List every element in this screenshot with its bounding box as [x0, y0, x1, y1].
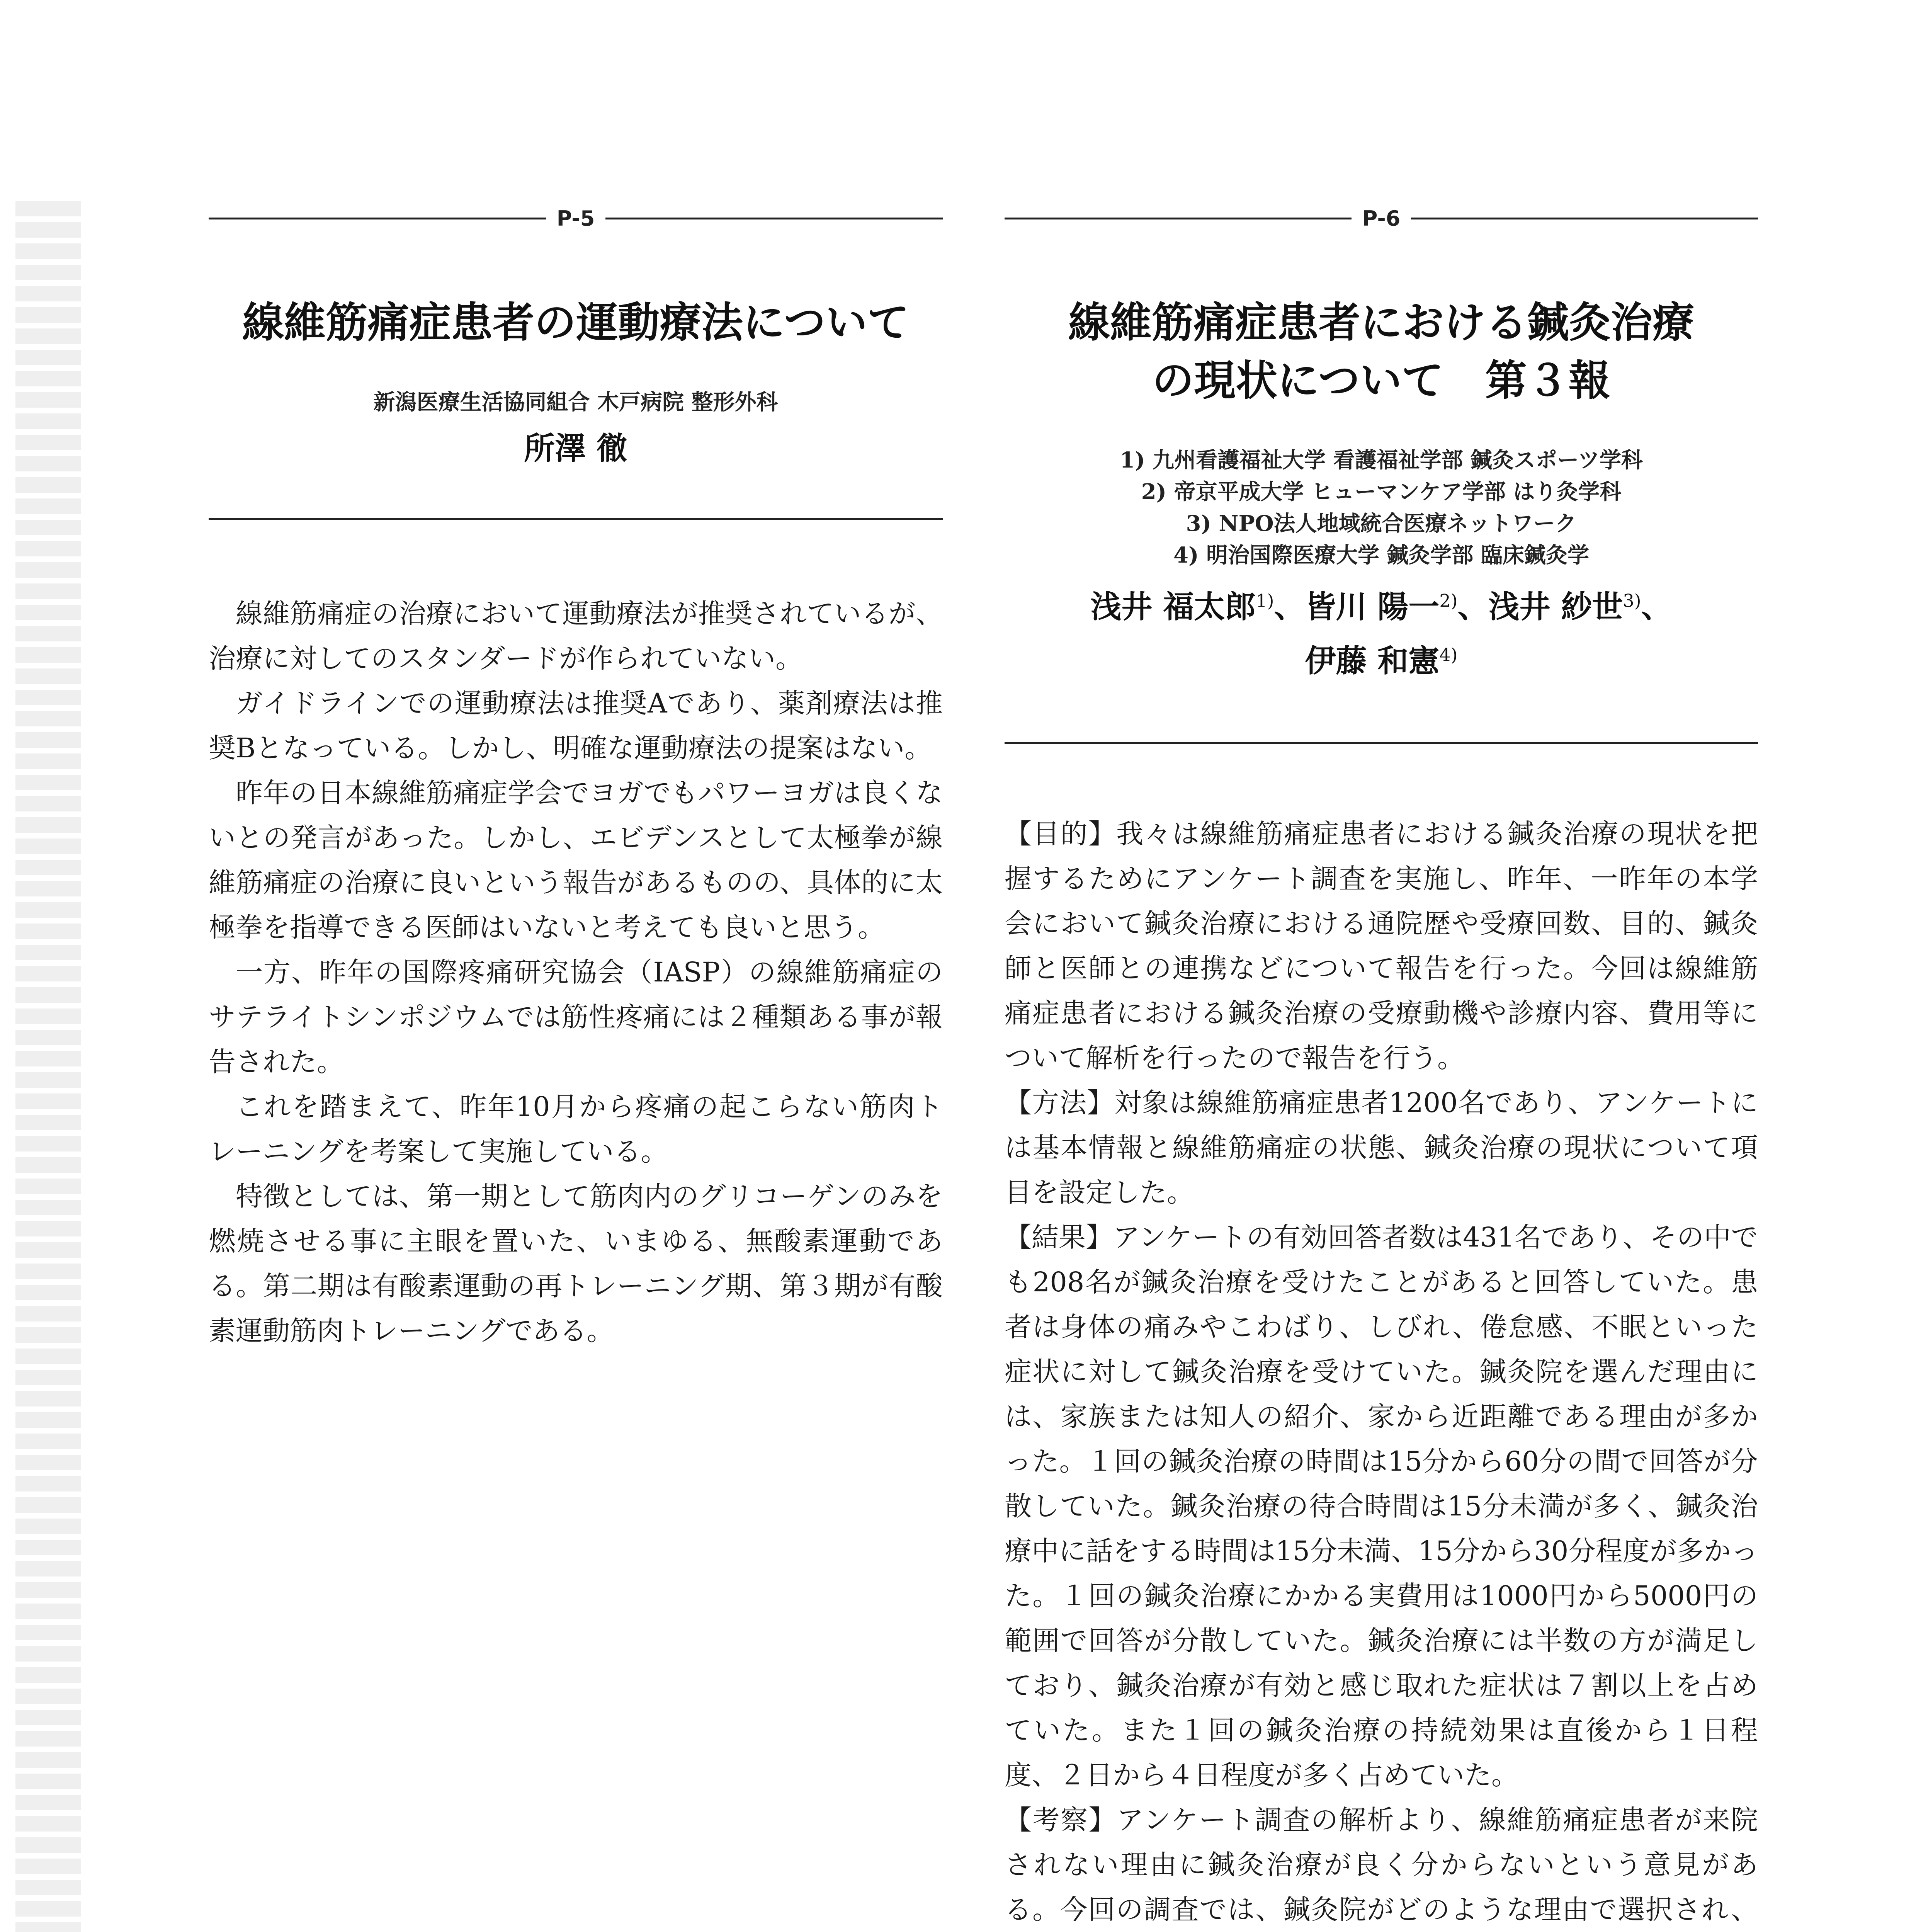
- author-line: [1005, 580, 1758, 634]
- header-rule-right: [1411, 218, 1758, 219]
- author-affil-mark: 4): [1439, 644, 1458, 665]
- title-line-2: の現状について 第３報: [1152, 356, 1610, 405]
- affiliation-list: [1005, 444, 1758, 571]
- paragraph: 【考察】アンケート調査の解析より、線維筋痛症患者が来院されない理由に鍼灸治療が良く分からないという意見がある。今回の調査では、鍼灸院がどのような理由で選択され、: [1005, 1804, 1758, 1925]
- author-separator: 、: [1274, 588, 1305, 625]
- author-list: [1005, 580, 1758, 688]
- code-header: [209, 201, 943, 236]
- affiliation: 3) NPO法人地域統合医療ネットワーク: [1186, 511, 1577, 536]
- paragraph: 昨年の日本線維筋痛症学会でヨガでもパワーヨガは良くないとの発言があった。しかし、エビデンスとして太極拳が線維筋痛症の治療に良いという報告があるものの、具体的に太極拳を指導できる医師はいないと考えても良いと思う。: [209, 777, 943, 943]
- paragraph: 【結果】アンケートの有効回答者数は431名であり、その中でも208名が鍼灸治療を受けたことがあると回答していた。患者は身体の痛みやこわばり、しびれ、倦怠感、不眠といった症状に対して鍼灸治療を受けていた。鍼灸院を選んだ理由には、家族または知人の紹介、家から近距離である理由が多かった。１回の鍼灸治療の時間は15分から60分の間で回答が分散していた。鍼灸治療の待合時間は15分未満が多く、鍼灸治療中に話をする時間は15分未満、15分から30分程度が多かった。１回の鍼灸治療にかかる実費用は1000円から5000円の範囲で回答が分散していた。鍼灸治療には半数の方が満足しており、鍼灸治療が有効と感じ取れた症状は７割以上を占めていた。また１回の鍼灸治療の持続効果は直後から１日程度、２日から４日程度が多く占めていた。: [1005, 1221, 1758, 1791]
- header-rule-left: [209, 218, 546, 219]
- separator-rule: [209, 518, 943, 520]
- author-line: [1005, 634, 1758, 688]
- paragraph: 【目的】我々は線維筋痛症患者における鍼灸治療の現状を把握するためにアンケート調査を実施し、昨年、一昨年の本学会において鍼灸治療における通院歴や受療回数、目的、鍼灸師と医師との連携などについて報告を行った。今回は線維筋痛症患者における鍼灸治療の受療動機や診療内容、費用等について解析を行ったので報告を行う。: [1005, 818, 1758, 1074]
- paragraph: ガイドラインでの運動療法は推奨Aであり、薬剤療法は推奨Bとなっている。しかし、明確な運動療法の提案はない。: [209, 687, 943, 764]
- header-rule-left: [1005, 218, 1352, 219]
- paragraph: これを踏まえて、昨年10月から疼痛の起こらない筋肉トレーニングを考案して実施している。: [209, 1091, 943, 1167]
- abstract-code: P-5: [556, 206, 595, 231]
- paragraph: 特徴としては、第一期として筋肉内のグリコーゲンのみを燃焼させる事に主眼を置いた、いまゆる、無酸素運動である。第二期は有酸素運動の再トレーニング期、第３期が有酸素運動筋肉トレーニングである。: [209, 1180, 943, 1347]
- author-name: 浅井 紗世: [1488, 588, 1623, 625]
- author-affil-mark: 1): [1256, 590, 1274, 611]
- author-separator: 、: [1457, 588, 1489, 625]
- abstract-body: [1005, 811, 1758, 1932]
- affiliation: 新潟医療生活協同組合 木戸病院 整形外科: [373, 389, 778, 415]
- title-line-1: 線維筋痛症患者における鍼灸治療: [1068, 298, 1694, 347]
- affiliation: 1) 九州看護福祉大学 看護福祉学部 鍼灸スポーツ学科: [1120, 447, 1643, 473]
- affiliation: 4) 明治国際医療大学 鍼灸学部 臨床鍼灸学: [1173, 543, 1589, 568]
- author: 所澤 徹: [524, 430, 627, 466]
- code-header: [1005, 201, 1758, 236]
- author-name: 浅井 福太郎: [1090, 588, 1256, 625]
- margin-shadow: [15, 201, 81, 1932]
- author-separator: 、: [1641, 588, 1672, 625]
- author-name: 伊藤 和憲: [1305, 643, 1440, 679]
- paragraph: 一方、昨年の国際疼痛研究協会（IASP）の線維筋痛症のサテライトシンポジウムでは筋性疼痛には２種類ある事が報告された。: [209, 956, 943, 1078]
- abstract-title: [1005, 294, 1758, 410]
- abstract-body: [209, 591, 943, 1353]
- paragraph: 線維筋痛症の治療において運動療法が推奨されているが、治療に対してのスタンダードが作られていない。: [209, 598, 943, 674]
- affiliation: 2) 帝京平成大学 ヒューマンケア学部 はり灸学科: [1141, 479, 1622, 505]
- abstract-title: 線維筋痛症患者の運動療法について: [242, 298, 909, 347]
- header-rule-right: [605, 218, 943, 219]
- author-affil-mark: 2): [1439, 590, 1458, 611]
- paragraph: 【方法】対象は線維筋痛症患者1200名であり、アンケートには基本情報と線維筋痛症の状態、鍼灸治療の現状について項目を設定した。: [1005, 1087, 1758, 1208]
- abstract-code: P-6: [1362, 206, 1401, 231]
- author-affil-mark: 3): [1623, 590, 1641, 611]
- author-name: 皆川 陽一: [1305, 588, 1440, 625]
- separator-rule: [1005, 742, 1758, 744]
